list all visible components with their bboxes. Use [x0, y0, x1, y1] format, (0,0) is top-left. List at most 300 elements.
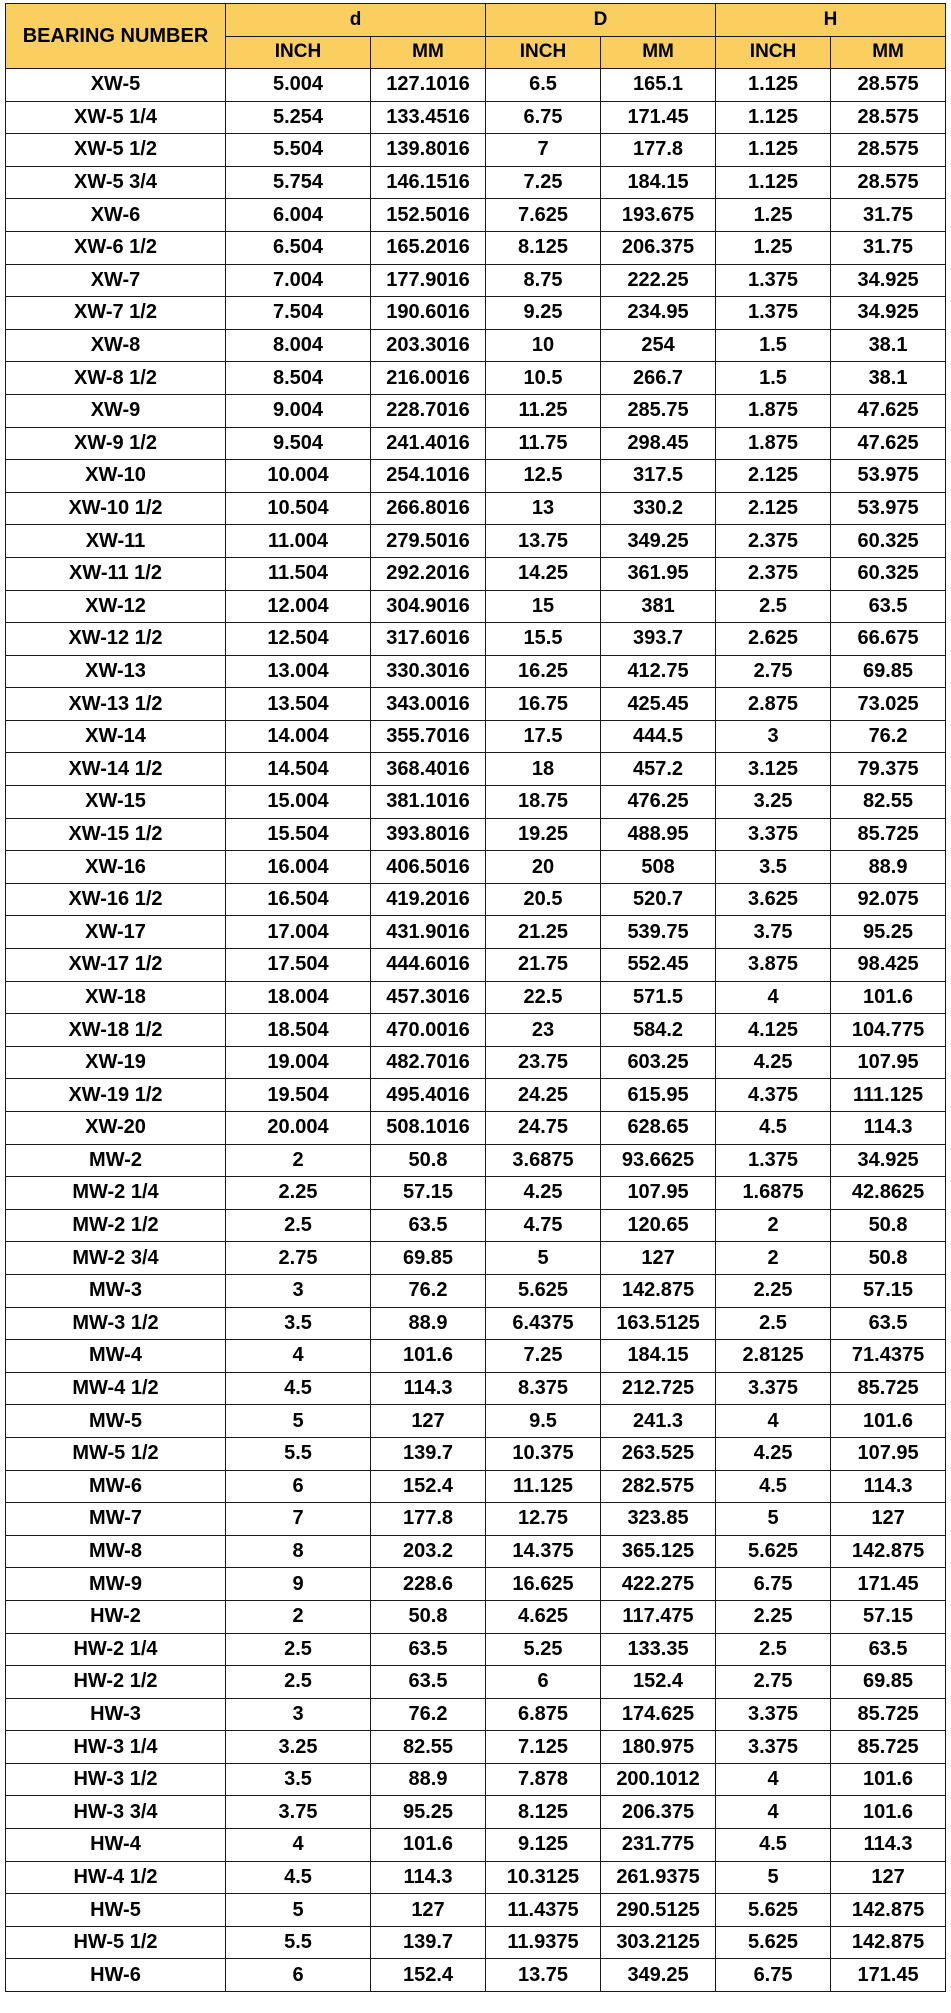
D-inch-cell: 13.75 [486, 1959, 601, 1992]
d-mm-cell: 63.5 [371, 1666, 486, 1699]
H-mm-cell: 92.075 [831, 883, 946, 916]
H-inch-cell: 3.375 [716, 1372, 831, 1405]
table-row [6, 1046, 946, 1079]
D-mm-cell: 520.7 [601, 883, 716, 916]
H-mm-cell: 47.625 [831, 394, 946, 427]
table-row [6, 199, 946, 232]
H-mm-cell: 57.15 [831, 1600, 946, 1633]
bearing-number-cell: MW-6 [6, 1470, 226, 1503]
table-row [6, 557, 946, 590]
d-mm-cell: 419.2016 [371, 883, 486, 916]
bearing-number-cell: HW-2 1/4 [6, 1633, 226, 1666]
D-inch-cell: 11.4375 [486, 1894, 601, 1927]
d-inch-cell: 14.504 [226, 753, 371, 786]
d-mm-cell: 101.6 [371, 1340, 486, 1373]
D-mm-cell: 476.25 [601, 786, 716, 819]
d-inch-cell: 6.004 [226, 199, 371, 232]
bearing-number-cell: XW-16 [6, 851, 226, 884]
H-inch-cell: 3.875 [716, 949, 831, 982]
d-inch-cell: 13.504 [226, 688, 371, 721]
H-inch-cell: 1.375 [716, 264, 831, 297]
d-mm-cell: 50.8 [371, 1600, 486, 1633]
d-mm-cell: 470.0016 [371, 1014, 486, 1047]
bearing-number-cell: XW-9 1/2 [6, 427, 226, 460]
H-mm-cell: 63.5 [831, 1633, 946, 1666]
table-row [6, 1894, 946, 1927]
D-inch-cell: 8.125 [486, 231, 601, 264]
D-mm-cell: 212.725 [601, 1372, 716, 1405]
bearing-number-cell: MW-5 1/2 [6, 1437, 226, 1470]
H-mm-cell: 28.575 [831, 166, 946, 199]
bearing-number-cell: MW-9 [6, 1568, 226, 1601]
D-inch-cell: 23.75 [486, 1046, 601, 1079]
H-inch-cell: 3.25 [716, 786, 831, 819]
d-mm-cell: 368.4016 [371, 753, 486, 786]
d-mm-cell: 393.8016 [371, 818, 486, 851]
D-inch-cell: 12.75 [486, 1503, 601, 1536]
H-inch-cell: 4 [716, 1763, 831, 1796]
bearing-number-cell: HW-4 1/2 [6, 1861, 226, 1894]
table-row [6, 362, 946, 395]
table-row [6, 623, 946, 656]
H-inch-cell: 2.25 [716, 1274, 831, 1307]
H-mm-cell: 114.3 [831, 1470, 946, 1503]
table-row [6, 883, 946, 916]
D-mm-cell: 488.95 [601, 818, 716, 851]
table-row [6, 916, 946, 949]
d-inch-cell: 15.504 [226, 818, 371, 851]
bearing-number-cell: MW-2 [6, 1144, 226, 1177]
D-mm-cell: 628.65 [601, 1112, 716, 1145]
d-inch-cell: 2.5 [226, 1666, 371, 1699]
table-row [6, 1568, 946, 1601]
d-inch-cell: 5.504 [226, 134, 371, 167]
header-group-H-height: H [716, 4, 946, 37]
d-inch-cell: 2.5 [226, 1633, 371, 1666]
D-mm-cell: 171.45 [601, 101, 716, 134]
bearing-number-cell: XW-11 [6, 525, 226, 558]
d-inch-cell: 6.504 [226, 231, 371, 264]
D-inch-cell: 15.5 [486, 623, 601, 656]
bearing-number-cell: XW-9 [6, 394, 226, 427]
d-mm-cell: 190.6016 [371, 297, 486, 330]
H-inch-cell: 3.125 [716, 753, 831, 786]
H-mm-cell: 60.325 [831, 525, 946, 558]
D-mm-cell: 282.575 [601, 1470, 716, 1503]
H-inch-cell: 2.625 [716, 623, 831, 656]
H-inch-cell: 2.8125 [716, 1340, 831, 1373]
bearing-number-cell: XW-17 [6, 916, 226, 949]
d-mm-cell: 406.5016 [371, 851, 486, 884]
bearing-number-cell: XW-19 [6, 1046, 226, 1079]
D-inch-cell: 21.75 [486, 949, 601, 982]
table-row [6, 492, 946, 525]
bearing-number-cell: XW-7 1/2 [6, 297, 226, 330]
D-inch-cell: 6.4375 [486, 1307, 601, 1340]
H-mm-cell: 127 [831, 1861, 946, 1894]
d-inch-cell: 17.004 [226, 916, 371, 949]
header-H-inch: INCH [716, 36, 831, 69]
D-mm-cell: 241.3 [601, 1405, 716, 1438]
bearing-number-cell: HW-4 [6, 1829, 226, 1862]
table-row [6, 1600, 946, 1633]
d-mm-cell: 88.9 [371, 1763, 486, 1796]
D-mm-cell: 323.85 [601, 1503, 716, 1536]
d-mm-cell: 254.1016 [371, 460, 486, 493]
H-inch-cell: 1.875 [716, 394, 831, 427]
d-mm-cell: 69.85 [371, 1242, 486, 1275]
D-mm-cell: 285.75 [601, 394, 716, 427]
header-D-mm: MM [601, 36, 716, 69]
bearing-number-cell: MW-7 [6, 1503, 226, 1536]
H-mm-cell: 114.3 [831, 1829, 946, 1862]
d-inch-cell: 3.25 [226, 1731, 371, 1764]
D-inch-cell: 4.25 [486, 1177, 601, 1210]
d-inch-cell: 2.5 [226, 1209, 371, 1242]
H-inch-cell: 2.5 [716, 1307, 831, 1340]
H-mm-cell: 142.875 [831, 1894, 946, 1927]
H-mm-cell: 85.725 [831, 1698, 946, 1731]
D-mm-cell: 120.65 [601, 1209, 716, 1242]
H-mm-cell: 28.575 [831, 69, 946, 102]
table-row [6, 786, 946, 819]
D-inch-cell: 5.625 [486, 1274, 601, 1307]
d-inch-cell: 9.504 [226, 427, 371, 460]
D-inch-cell: 7 [486, 134, 601, 167]
bearing-number-cell: MW-4 [6, 1340, 226, 1373]
D-mm-cell: 303.2125 [601, 1926, 716, 1959]
H-mm-cell: 79.375 [831, 753, 946, 786]
D-mm-cell: 184.15 [601, 166, 716, 199]
d-mm-cell: 146.1516 [371, 166, 486, 199]
bearing-number-cell: XW-12 [6, 590, 226, 623]
D-inch-cell: 7.25 [486, 166, 601, 199]
H-mm-cell: 69.85 [831, 1666, 946, 1699]
d-inch-cell: 4 [226, 1340, 371, 1373]
H-inch-cell: 4.5 [716, 1112, 831, 1145]
H-mm-cell: 142.875 [831, 1535, 946, 1568]
d-inch-cell: 4.5 [226, 1861, 371, 1894]
D-inch-cell: 5.25 [486, 1633, 601, 1666]
bearing-number-cell: XW-13 1/2 [6, 688, 226, 721]
d-inch-cell: 12.504 [226, 623, 371, 656]
bearing-number-cell: XW-10 [6, 460, 226, 493]
d-inch-cell: 19.004 [226, 1046, 371, 1079]
bearing-number-cell: MW-3 [6, 1274, 226, 1307]
D-inch-cell: 13.75 [486, 525, 601, 558]
H-mm-cell: 85.725 [831, 1372, 946, 1405]
H-inch-cell: 1.5 [716, 329, 831, 362]
D-inch-cell: 11.9375 [486, 1926, 601, 1959]
d-mm-cell: 127.1016 [371, 69, 486, 102]
D-inch-cell: 13 [486, 492, 601, 525]
D-mm-cell: 180.975 [601, 1731, 716, 1764]
H-inch-cell: 1.25 [716, 231, 831, 264]
D-mm-cell: 349.25 [601, 525, 716, 558]
H-mm-cell: 101.6 [831, 1763, 946, 1796]
D-inch-cell: 21.25 [486, 916, 601, 949]
H-inch-cell: 2.75 [716, 655, 831, 688]
bearing-number-cell: MW-4 1/2 [6, 1372, 226, 1405]
H-mm-cell: 31.75 [831, 199, 946, 232]
bearing-number-cell: HW-6 [6, 1959, 226, 1992]
table-row [6, 590, 946, 623]
table-row [6, 231, 946, 264]
d-mm-cell: 457.3016 [371, 981, 486, 1014]
D-mm-cell: 381 [601, 590, 716, 623]
header-group-D-outer-diameter: D [486, 4, 716, 37]
D-mm-cell: 165.1 [601, 69, 716, 102]
header-bearing-number: BEARING NUMBER [6, 4, 226, 69]
table-row [6, 1796, 946, 1829]
H-mm-cell: 38.1 [831, 329, 946, 362]
D-mm-cell: 117.475 [601, 1600, 716, 1633]
bearing-number-cell: HW-5 1/2 [6, 1926, 226, 1959]
D-inch-cell: 11.25 [486, 394, 601, 427]
D-mm-cell: 193.675 [601, 199, 716, 232]
d-inch-cell: 4 [226, 1829, 371, 1862]
d-inch-cell: 5.004 [226, 69, 371, 102]
D-mm-cell: 234.95 [601, 297, 716, 330]
d-mm-cell: 228.7016 [371, 394, 486, 427]
H-mm-cell: 34.925 [831, 297, 946, 330]
D-inch-cell: 5 [486, 1242, 601, 1275]
H-inch-cell: 3.75 [716, 916, 831, 949]
D-mm-cell: 290.5125 [601, 1894, 716, 1927]
table-row [6, 1144, 946, 1177]
H-inch-cell: 3.375 [716, 818, 831, 851]
D-mm-cell: 508 [601, 851, 716, 884]
bearing-number-cell: XW-20 [6, 1112, 226, 1145]
H-mm-cell: 34.925 [831, 264, 946, 297]
d-inch-cell: 3.5 [226, 1763, 371, 1796]
D-mm-cell: 330.2 [601, 492, 716, 525]
bearing-number-cell: XW-16 1/2 [6, 883, 226, 916]
bearing-number-cell: XW-18 [6, 981, 226, 1014]
H-inch-cell: 2.25 [716, 1600, 831, 1633]
d-mm-cell: 292.2016 [371, 557, 486, 590]
D-inch-cell: 6 [486, 1666, 601, 1699]
H-inch-cell: 1.125 [716, 101, 831, 134]
D-mm-cell: 361.95 [601, 557, 716, 590]
H-mm-cell: 73.025 [831, 688, 946, 721]
H-mm-cell: 53.975 [831, 460, 946, 493]
H-inch-cell: 1.375 [716, 1144, 831, 1177]
d-mm-cell: 114.3 [371, 1372, 486, 1405]
d-inch-cell: 18.004 [226, 981, 371, 1014]
d-mm-cell: 508.1016 [371, 1112, 486, 1145]
d-mm-cell: 495.4016 [371, 1079, 486, 1112]
bearing-number-cell: HW-3 [6, 1698, 226, 1731]
D-inch-cell: 9.5 [486, 1405, 601, 1438]
D-inch-cell: 24.25 [486, 1079, 601, 1112]
table-row [6, 264, 946, 297]
d-inch-cell: 2.75 [226, 1242, 371, 1275]
bearing-number-cell: XW-11 1/2 [6, 557, 226, 590]
H-mm-cell: 31.75 [831, 231, 946, 264]
table-row [6, 1959, 946, 1992]
table-row [6, 1763, 946, 1796]
table-row [6, 1470, 946, 1503]
d-inch-cell: 8.004 [226, 329, 371, 362]
d-inch-cell: 17.504 [226, 949, 371, 982]
d-inch-cell: 15.004 [226, 786, 371, 819]
H-inch-cell: 3.5 [716, 851, 831, 884]
D-inch-cell: 10 [486, 329, 601, 362]
d-mm-cell: 241.4016 [371, 427, 486, 460]
H-inch-cell: 3 [716, 720, 831, 753]
H-inch-cell: 5 [716, 1503, 831, 1536]
header-group-d-inner-diameter: d [226, 4, 486, 37]
bearing-number-cell: XW-5 1/4 [6, 101, 226, 134]
d-inch-cell: 11.504 [226, 557, 371, 590]
H-inch-cell: 2 [716, 1242, 831, 1275]
d-mm-cell: 139.7 [371, 1926, 486, 1959]
bearing-number-cell: HW-3 3/4 [6, 1796, 226, 1829]
H-mm-cell: 171.45 [831, 1959, 946, 1992]
bearing-number-cell: XW-14 [6, 720, 226, 753]
d-inch-cell: 5.5 [226, 1926, 371, 1959]
D-inch-cell: 22.5 [486, 981, 601, 1014]
D-inch-cell: 10.3125 [486, 1861, 601, 1894]
d-mm-cell: 355.7016 [371, 720, 486, 753]
d-mm-cell: 101.6 [371, 1829, 486, 1862]
table-row [6, 1307, 946, 1340]
d-mm-cell: 88.9 [371, 1307, 486, 1340]
d-mm-cell: 216.0016 [371, 362, 486, 395]
header-D-inch: INCH [486, 36, 601, 69]
d-inch-cell: 7.504 [226, 297, 371, 330]
bearing-number-cell: HW-2 [6, 1600, 226, 1633]
H-inch-cell: 1.5 [716, 362, 831, 395]
D-mm-cell: 93.6625 [601, 1144, 716, 1177]
H-inch-cell: 2.75 [716, 1666, 831, 1699]
d-mm-cell: 50.8 [371, 1144, 486, 1177]
bearing-number-cell: MW-2 3/4 [6, 1242, 226, 1275]
d-inch-cell: 2 [226, 1144, 371, 1177]
D-mm-cell: 412.75 [601, 655, 716, 688]
bearing-number-cell: XW-6 [6, 199, 226, 232]
H-inch-cell: 2 [716, 1209, 831, 1242]
H-mm-cell: 42.8625 [831, 1177, 946, 1210]
D-mm-cell: 163.5125 [601, 1307, 716, 1340]
d-mm-cell: 177.9016 [371, 264, 486, 297]
d-mm-cell: 139.7 [371, 1437, 486, 1470]
table-row [6, 688, 946, 721]
D-mm-cell: 298.45 [601, 427, 716, 460]
H-inch-cell: 4 [716, 1796, 831, 1829]
table-row [6, 166, 946, 199]
H-mm-cell: 57.15 [831, 1274, 946, 1307]
d-inch-cell: 5 [226, 1405, 371, 1438]
bearing-number-cell: XW-12 1/2 [6, 623, 226, 656]
D-mm-cell: 349.25 [601, 1959, 716, 1992]
D-mm-cell: 603.25 [601, 1046, 716, 1079]
d-mm-cell: 76.2 [371, 1698, 486, 1731]
D-mm-cell: 174.625 [601, 1698, 716, 1731]
d-inch-cell: 14.004 [226, 720, 371, 753]
d-mm-cell: 317.6016 [371, 623, 486, 656]
H-mm-cell: 53.975 [831, 492, 946, 525]
d-inch-cell: 13.004 [226, 655, 371, 688]
d-mm-cell: 228.6 [371, 1568, 486, 1601]
d-inch-cell: 2 [226, 1600, 371, 1633]
d-mm-cell: 330.3016 [371, 655, 486, 688]
table-row [6, 101, 946, 134]
D-inch-cell: 9.125 [486, 1829, 601, 1862]
D-mm-cell: 457.2 [601, 753, 716, 786]
table-row [6, 1079, 946, 1112]
D-mm-cell: 444.5 [601, 720, 716, 753]
bearing-number-cell: XW-13 [6, 655, 226, 688]
D-inch-cell: 10.5 [486, 362, 601, 395]
d-inch-cell: 5.254 [226, 101, 371, 134]
H-inch-cell: 4 [716, 981, 831, 1014]
d-inch-cell: 6 [226, 1959, 371, 1992]
H-inch-cell: 1.375 [716, 297, 831, 330]
bearing-number-cell: XW-8 [6, 329, 226, 362]
table-row [6, 460, 946, 493]
d-inch-cell: 5 [226, 1894, 371, 1927]
H-mm-cell: 101.6 [831, 1405, 946, 1438]
H-mm-cell: 50.8 [831, 1242, 946, 1275]
table-row [6, 1209, 946, 1242]
H-mm-cell: 104.775 [831, 1014, 946, 1047]
H-inch-cell: 2.875 [716, 688, 831, 721]
H-mm-cell: 107.95 [831, 1437, 946, 1470]
d-inch-cell: 7.004 [226, 264, 371, 297]
H-inch-cell: 4.5 [716, 1829, 831, 1862]
bearing-number-cell: XW-17 1/2 [6, 949, 226, 982]
H-mm-cell: 71.4375 [831, 1340, 946, 1373]
d-inch-cell: 11.004 [226, 525, 371, 558]
d-inch-cell: 6 [226, 1470, 371, 1503]
d-mm-cell: 82.55 [371, 1731, 486, 1764]
D-mm-cell: 571.5 [601, 981, 716, 1014]
H-mm-cell: 88.9 [831, 851, 946, 884]
H-inch-cell: 5.625 [716, 1535, 831, 1568]
table-row [6, 1926, 946, 1959]
table-row [6, 525, 946, 558]
bearing-number-cell: HW-5 [6, 1894, 226, 1927]
d-mm-cell: 304.9016 [371, 590, 486, 623]
H-mm-cell: 38.1 [831, 362, 946, 395]
bearing-number-cell: HW-3 1/4 [6, 1731, 226, 1764]
H-inch-cell: 2.5 [716, 590, 831, 623]
d-inch-cell: 5.5 [226, 1437, 371, 1470]
D-inch-cell: 16.75 [486, 688, 601, 721]
d-inch-cell: 18.504 [226, 1014, 371, 1047]
H-inch-cell: 1.125 [716, 166, 831, 199]
D-inch-cell: 8.375 [486, 1372, 601, 1405]
table-row [6, 1861, 946, 1894]
H-mm-cell: 28.575 [831, 134, 946, 167]
d-mm-cell: 57.15 [371, 1177, 486, 1210]
H-inch-cell: 3.375 [716, 1698, 831, 1731]
table-body [6, 69, 946, 1992]
H-inch-cell: 2.5 [716, 1633, 831, 1666]
bearing-number-cell: HW-3 1/2 [6, 1763, 226, 1796]
D-inch-cell: 16.625 [486, 1568, 601, 1601]
H-inch-cell: 2.375 [716, 525, 831, 558]
table-row [6, 1503, 946, 1536]
H-inch-cell: 5.625 [716, 1926, 831, 1959]
table-row [6, 753, 946, 786]
bearing-dimensions-table [5, 3, 946, 1992]
D-mm-cell: 222.25 [601, 264, 716, 297]
bearing-number-cell: XW-6 1/2 [6, 231, 226, 264]
H-mm-cell: 85.725 [831, 1731, 946, 1764]
